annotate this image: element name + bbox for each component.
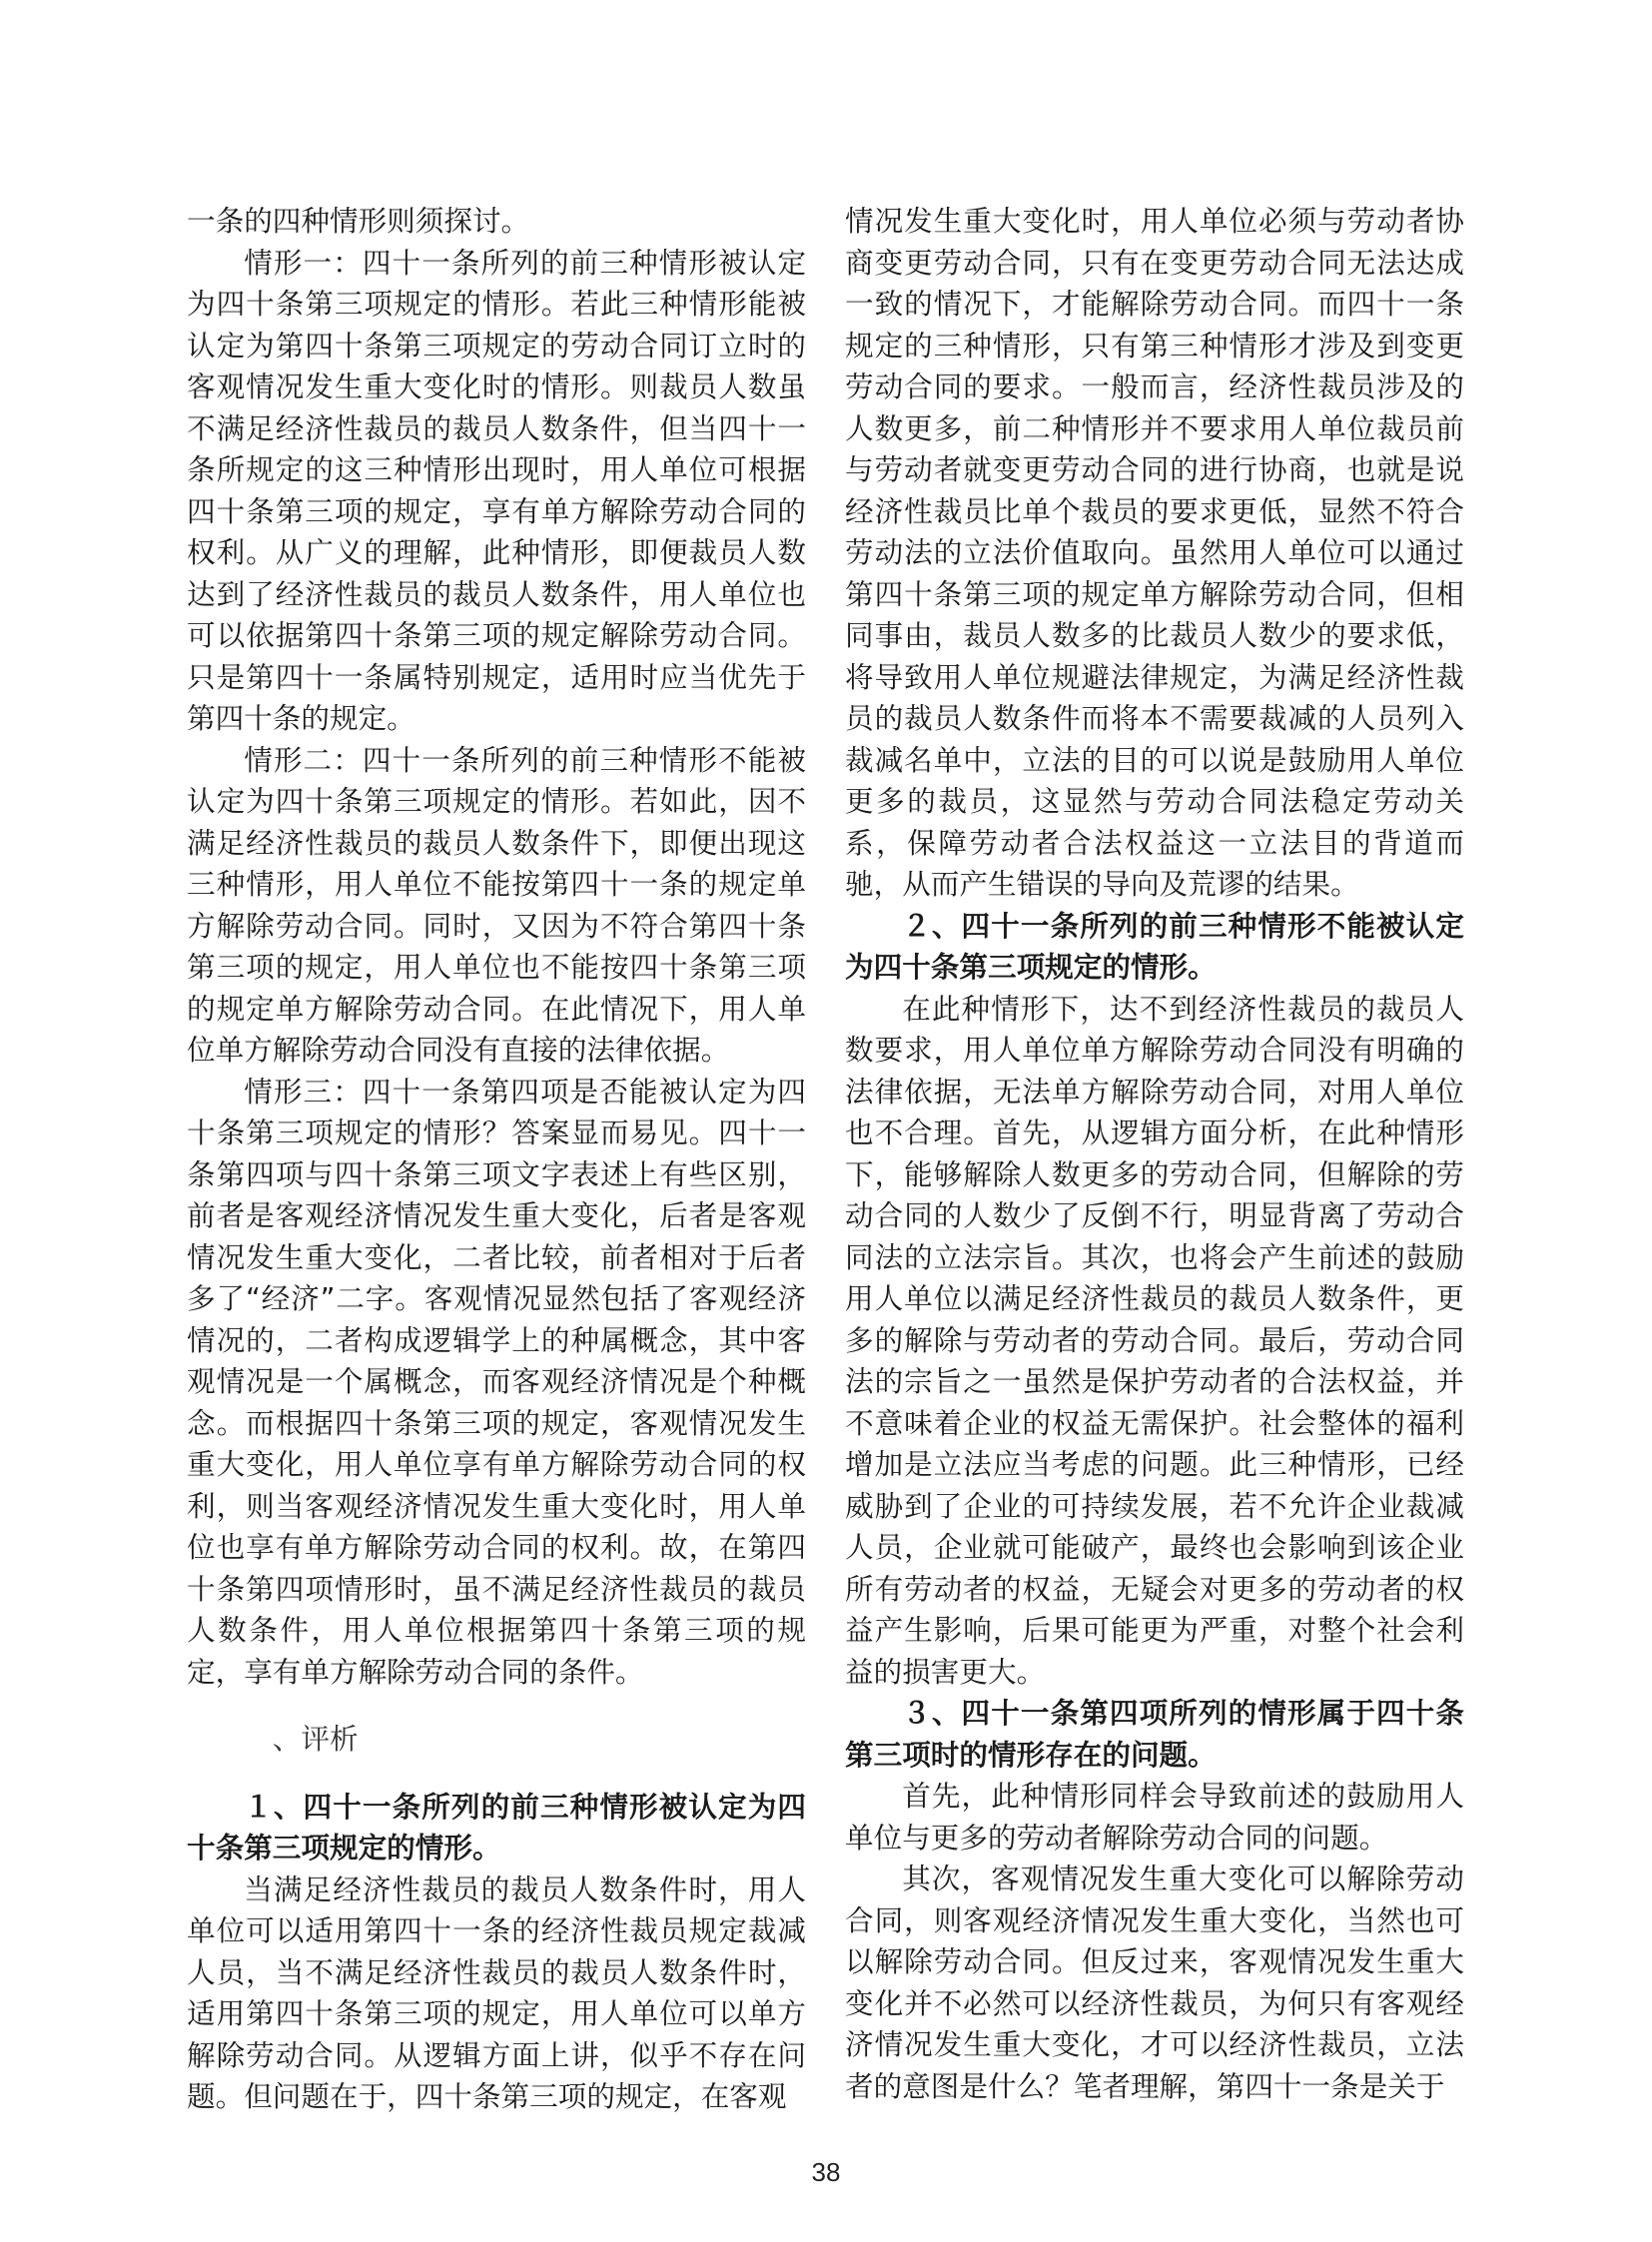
paragraph: 在此种情形下，达不到经济性裁员的裁员人数要求，用人单位单方解除劳动合同没有明确的法律依据，无法单方解除劳动合同，对用人单位也不合理。首先，从逻辑方面分析，在此种情形下，能够解除人数更多的劳动合同，但解除的劳动合同的人数少了反倒不行，明显背离了劳动合同法的立法宗旨。其次，也将会产生前述的鼓励用人单位以满足经济性裁员的裁员人数条件，更多的解除与劳动者的劳动合同。最后，劳动合同法的宗旨之一虽然是保护劳动者的合法权益，并不意味着企业的权益无需保护。社会整体的福利增加是立法应当考虑的问题。此三种情形，已经威胁到了企业的可持续发展，若不允许企业裁减人员，企业就可能破产，最终也会影响到该企业所有劳动者的权益，无疑会对更多的劳动者的权益产生影响，后果可能更为严重，对整个社会利益的损害更大。 [845, 991, 1464, 1689]
paragraph-case-two: 情形二：四十一条所列的前三种情形不能被认定为四十条第三项规定的情形。若如此，因不满足经济性裁员的裁员人数条件下，即便出现这三种情形，用人单位不能按第四十一条的规定单方解除劳动合同。同时，又因为不符合第四十条第三项的规定，用人单位也不能按四十条第三项的规定单方解除劳动合同。在此情况下，用人单位单方解除劳动合同没有直接的法律依据。 [187, 742, 806, 1067]
paragraph: 其次，客观情况发生重大变化可以解除劳动合同，则客观经济情况发生重大变化，当然也可以解除劳动合同。但反过来，客观情况发生重大变化并不必然可以经济性裁员，为何只有客观经济情况发生重大变化，才可以经济性裁员，立法者的意图是什么？笔者理解，第四十一条是关于 [845, 1862, 1464, 2103]
paragraph-case-three: 情形三：四十一条第四项是否能被认定为四十条第三项规定的情形？答案显而易见。四十一条第四项与四十条第三项文字表述上有些区别，前者是客观经济情况发生重大变化，后者是客观情况发生重大变化，二者比较，前者相对于后者多了“经济”二字。客观情况显然包括了客观经济情况的，二者构成逻辑学上的种属概念，其中客观情况是一个属概念，而客观经济情况是个种概念。而根据四十条第三项的规定，客观情况发生重大变化，用人单位享有单方解除劳动合同的权利，则当客观经济情况发生重大变化时，用人单位也享有单方解除劳动合同的权利。故，在第四十条第四项情形时，虽不满足经济性裁员的裁员人数条件，用人单位根据第四十条第三项的规定，享有单方解除劳动合同的条件。 [187, 1074, 806, 1689]
subheading-3: ３、四十一条第四项所列的情形属于四十条第三项时的情形存在的问题。 [845, 1696, 1464, 1772]
left-column [187, 201, 806, 2118]
paragraph: 一条的四种情形则须探讨。 [187, 204, 530, 238]
paragraph: 当满足经济性裁员的裁员人数条件时，用人单位可以适用第四十一条的经济性裁员规定裁减人员，当不满足经济性裁员的裁员人数条件时，适用第四十条第三项的规定，用人单位可以单方解除劳动合同。从逻辑方面上讲，似乎不存在问题。但问题在于，四十条第三项的规定，在客观 [187, 1871, 806, 2113]
section-title: 、评析 [272, 1722, 359, 1756]
paragraph-case-one: 情形一：四十一条所列的前三种情形被认定为四十条第三项规定的情形。若此三种情形能被认定为第四十条第三项规定的劳动合同订立时的客观情况发生重大变化时的情形。则裁员人数虽不满足经济性裁员的裁员人数条件，但当四十一条所规定的这三种情形出现时，用人单位可根据四十条第三项的规定，享有单方解除劳动合同的权利。从广义的理解，此种情形，即便裁员人数达到了经济性裁员的裁员人数条件，用人单位也可以依据第四十条第三项的规定解除劳动合同。只是第四十一条属特别规定，适用时应当优先于第四十条的规定。 [187, 245, 806, 735]
subheading-1: １、四十一条所列的前三种情形被认定为四十条第三项规定的情形。 [187, 1789, 806, 1865]
right-column [845, 201, 1464, 2107]
page-number: 38 [811, 2157, 841, 2187]
paragraph: 首先，此种情形同样会导致前述的鼓励用人单位与更多的劳动者解除劳动合同的问题。 [845, 1779, 1464, 1855]
subheading-2: ２、四十一条所列的前三种情形不能被认定为四十条第三项规定的情形。 [845, 908, 1464, 984]
paragraph: 情况发生重大变化时，用人单位必须与劳动者协商变更劳动合同，只有在变更劳动合同无法达成一致的情况下，才能解除劳动合同。而四十一条规定的三种情形，只有第三种情形才涉及到变更劳动合同的要求。一般而言，经济性裁员涉及的人数更多，前二种情形并不要求用人单位裁员前与劳动者就变更劳动合同的进行协商，也就是说经济性裁员比单个裁员的要求更低，显然不符合劳动法的立法价值取向。虽然用人单位可以通过第四十条第三项的规定单方解除劳动合同，但相同事由，裁员人数多的比裁员人数少的要求低，将导致用人单位规避法律规定，为满足经济性裁员的裁员人数条件而将本不需要裁减的人员列入裁减名单中，立法的目的可以说是鼓励用人单位更多的裁员，这显然与劳动合同法稳定劳动关系，保障劳动者合法权益这一立法目的背道而驰，从而产生错误的导向及荒谬的结果。 [845, 204, 1464, 901]
